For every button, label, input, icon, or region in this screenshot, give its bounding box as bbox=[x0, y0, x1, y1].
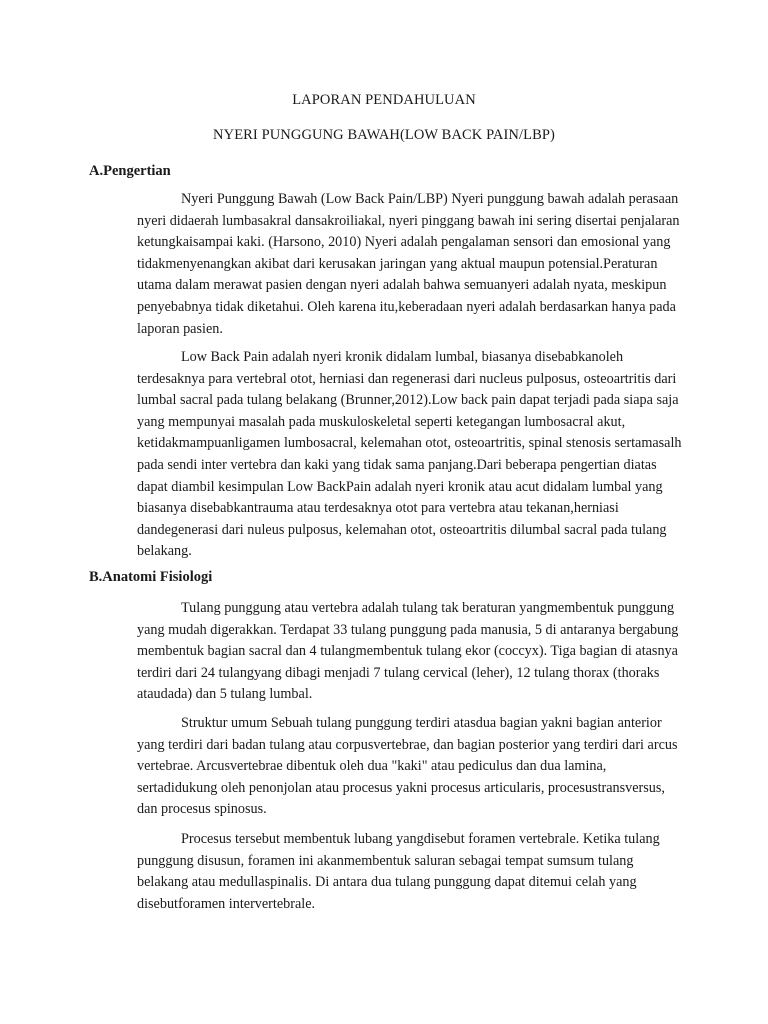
paragraph-pengertian-1: Nyeri Punggung Bawah (Low Back Pain/LBP) Nyeri punggung bawah adalah perasaan nyeri didaerah lumbasakral dansakroiliakal, nyeri pinggang bawah ini sering disertai penjalaran ketungkaisampai kaki. (Harsono, 2010) Nyeri adalah pengalaman sensori dan emosional yang tidakmenyenangkan akibat dari kerusakan jaringan yang aktual maupun potensial.Peraturan utama dalam merawat pasien dengan nyeri adalah bahwa semuanyeri adalah nyata, meskipun penyebabnya tidak diketahui. Oleh karena itu,keberadaan nyeri adalah berdasarkan hanya pada laporan pasien. bbox=[137, 191, 680, 337]
paragraph-anatomi-1: Tulang punggung atau vertebra adalah tulang tak beraturan yangmembentuk punggung yang mudah digerakkan. Terdapat 33 tulang punggung pada manusia, 5 di antaranya bergabung membentuk bagian sacral dan 4 tulangmembentuk tulang ekor (coccyx). Tiga bagian di atasnya terdiri dari 24 tulangyang dibagi menjadi 7 tulang cervical (leher), 12 tulang thorax (thoraks ataudada) dan 5 tulang lumbal. bbox=[137, 600, 679, 703]
paragraph-anatomi-2: Struktur umum Sebuah tulang punggung terdiri atasdua bagian yakni bagian anterior yang terdiri dari badan tulang atau corpusvertebrae, dan bagian posterior yang terdiri dari arcus vertebrae. Arcusvertebrae dibentuk oleh dua "kaki" atau pediculus dan dua lamina, sertadidukung oleh penonjolan atau procesus yakni procesus articularis, procesustransversus, dan procesus spinosus. bbox=[137, 715, 678, 818]
document-subtitle: NYERI PUNGGUNG BAWAH(LOW BACK PAIN/LBP) bbox=[213, 127, 555, 143]
document-title: LAPORAN PENDAHULUAN bbox=[292, 92, 476, 108]
paragraph-anatomi-3: Procesus tersebut membentuk lubang yangdisebut foramen vertebrale. Ketika tulang punggung disusun, foramen ini akanmembentuk saluran sebagai tempat sumsum tulang belakang atau medullaspinalis. Di antara dua tulang punggung dapat ditemui celah yang disebutforamen intervertebrale. bbox=[137, 831, 660, 912]
section-heading-pengertian: A.Pengertian bbox=[89, 163, 171, 179]
paragraph-pengertian-2: Low Back Pain adalah nyeri kronik didalam lumbal, biasanya disebabkanoleh terdesaknya para vertebral otot, herniasi dan regenerasi dari nucleus pulposus, osteoartritis dari lumbal sacral pada tulang belakang (Brunner,2012).Low back pain dapat terjadi pada siapa saja yang mempunyai masalah pada muskuloskeletal seperti ketegangan lumbosacral akut, ketidakmampuanligamen lumbosacral, kelemahan otot, osteoartritis, spinal stenosis sertamasalh pada sendi inter vertebra dan kaki yang tidak sama panjang.Dari beberapa pengertian diatas dapat diambil kesimpulan Low BackPain adalah nyeri kronik atau acut didalam lumbal yang biasanya disebabkantrauma atau terdesaknya otot para vertebra atau tekanan,herniasi dandegenerasi dari nuleus pulposus, kelemahan otot, osteoartritis dilumbal sacral pada tulang belakang. bbox=[137, 349, 682, 560]
section-heading-anatomi-fisiologi: B.Anatomi Fisiologi bbox=[89, 569, 213, 585]
